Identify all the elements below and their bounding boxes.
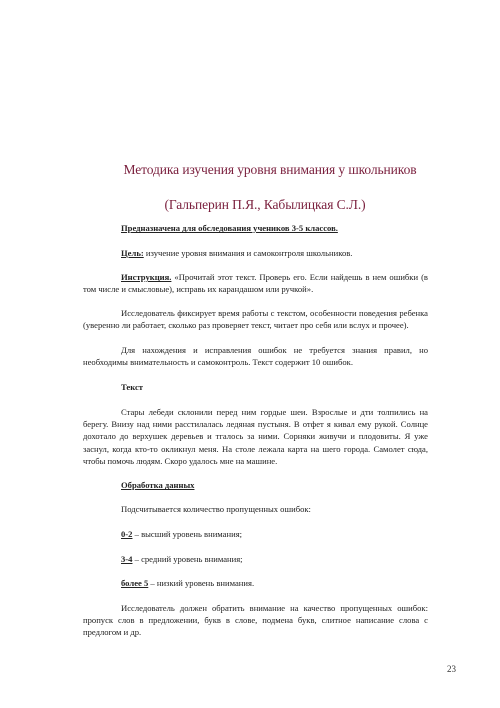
level-low-range: более 5 [121,578,149,588]
level-medium [83,553,428,565]
story-paragraph: Стары лебеди склонили перед ним гордые шеи. Взрослые и дти толпились на берегу. Внизу над ними расстилалась ледяная пустыня. В отфет я кивал ему рукой. Солнце дохотало до верхушек деревьев и тгалось за ними. Сорняки живучи и плодовиты. Я уже заснул, когда кто-то окликнул меня. На столе лежала карта на шего города. Самолет сюда, чтобы помочь людям. Скоро удалось мне на машине. [83,407,428,466]
intended-for-paragraph [83,222,428,234]
finding-paragraph: Для нахождения и исправления ошибок не требуется знания правил, но необходимы внимательность и самоконтроль. Текст содержит 10 ошибок. [83,345,428,368]
document-authors: (Гальперин П.Я., Кабылицкая С.Л.) [164,197,366,212]
level-medium-text: – средний уровень внимания; [132,554,243,564]
intended-for-text: Предназначена для обследования учеников 3-5 классов. [121,223,338,233]
document-title: Методика изучения уровня внимания у школьников [123,162,417,177]
goal-label: Цель: [121,248,144,258]
level-low-text: – низкий уровень внимания. [148,578,255,588]
instruction-paragraph [83,271,428,295]
quality-paragraph: Исследователь должен обратить внимание на качество пропущенных ошибок: пропуск слов в предложении, букв в слове, подмена букв, слитное написание слова с предлогом и др. [83,603,428,638]
goal-text: изучение уровня внимания и самоконтроля школьников. [143,248,353,258]
level-low [83,577,428,589]
instruction-label: Инструкция. [121,272,172,282]
text-heading: Текст [121,382,143,392]
level-high [83,528,428,540]
count-paragraph: Подсчитывается количество пропущенных ошибок: [121,504,311,514]
processing-heading: Обработка данных [121,480,195,490]
level-high-text: – высший уровень внимания; [132,529,243,539]
researcher-paragraph: Исследователь фиксирует время работы с текстом, особенности поведения ребенка (уверенно ли работает, сколько раз проверяет текст, читает про себя или вслух и прочее). [83,308,428,331]
level-high-range: 0-2 [121,529,133,539]
instruction-text: «Прочитай этот текст. Проверь его. Если найдешь в нем ошибки (в том числе и смысловые), исправь их карандашом или ручкой». [83,272,428,295]
level-medium-range: 3-4 [121,554,133,564]
goal-paragraph [83,247,428,259]
page-number: 23 [447,664,456,674]
